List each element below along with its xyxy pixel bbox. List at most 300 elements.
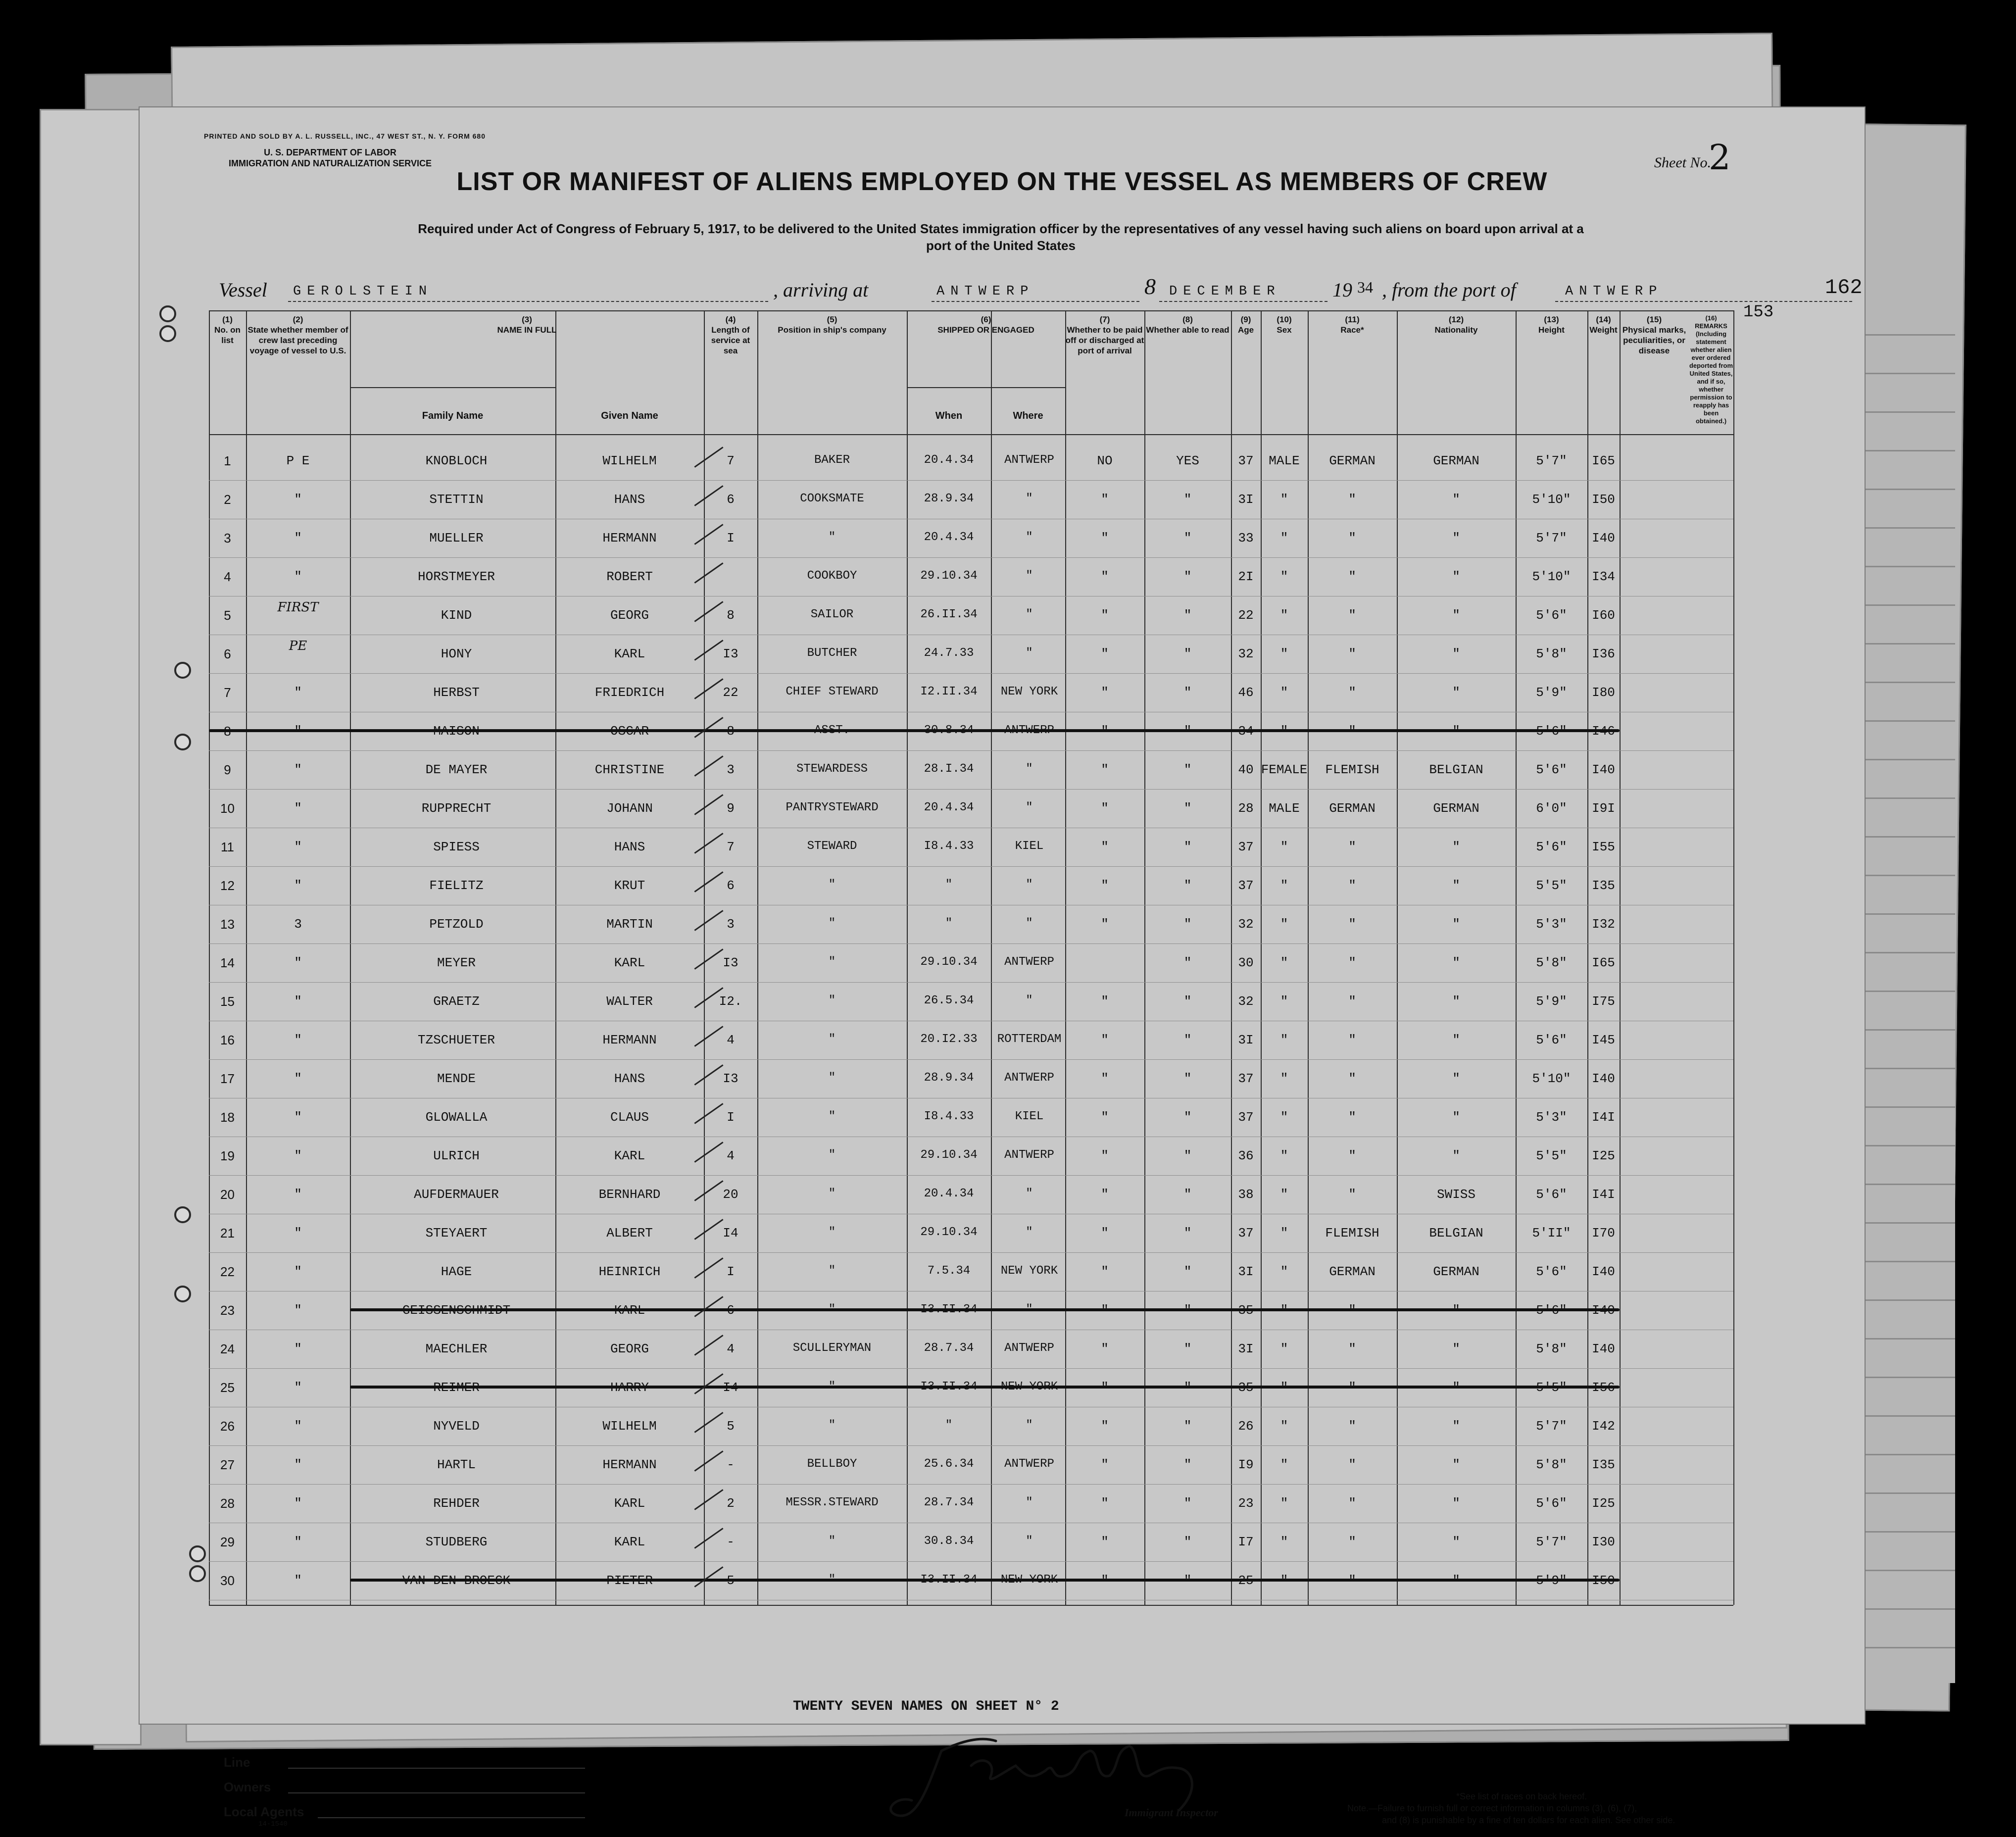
cell-service: -: [727, 1535, 735, 1549]
table-row: [209, 442, 1733, 480]
cell-weight: I65: [1592, 453, 1615, 468]
column-header: (4) Length of service at sea: [711, 315, 750, 355]
cell-read: ": [1183, 1226, 1192, 1241]
cell-height: 5'10": [1532, 1071, 1571, 1086]
binder-hole: [174, 1286, 191, 1302]
cell-weight: I35: [1592, 878, 1615, 893]
cell-state: ": [294, 1535, 302, 1549]
cell-height: 5'9": [1536, 994, 1567, 1009]
cell-state: ": [294, 531, 302, 546]
page-subtitle: Required under Act of Congress of February 5, 1917, to be delivered to the United States immigration officer by the representatives of any vessel having such aliens on board upon arrival at a port of the United States: [418, 221, 1584, 253]
cell-when: I8.4.33: [924, 1110, 974, 1123]
cell-race: ": [1348, 1033, 1356, 1047]
cell-race: ": [1348, 492, 1356, 507]
cell-family: PETZOLD: [429, 917, 484, 932]
cell-where: ANTWERP: [1004, 1457, 1054, 1471]
cell-race: ": [1348, 1535, 1356, 1549]
cell-family: HORSTMEYER: [417, 569, 495, 584]
cell-state: ": [294, 955, 302, 970]
table-row: [209, 1330, 1733, 1368]
column-header: (3) NAME IN FULL: [497, 315, 557, 335]
subheader-where: Where: [1013, 410, 1043, 421]
column-header: (16) REMARKS (Including statement whether alien ever ordered deported from United States, and if so, whether permission to reapply has been obtained.): [1689, 314, 1733, 425]
cell-nat: ": [1452, 1071, 1460, 1086]
cell-height: 5'10": [1532, 569, 1571, 584]
cell-paid: NO: [1097, 453, 1113, 468]
cell-where: ": [1026, 994, 1033, 1007]
cell-nat: ": [1452, 1341, 1460, 1356]
cell-age: 2I: [1238, 569, 1254, 584]
cell-position: BUTCHER: [807, 646, 857, 660]
cell-weight: I4I: [1592, 1110, 1615, 1125]
sheet-number-value: 2: [1709, 137, 1731, 178]
cell-nat: ": [1452, 608, 1460, 623]
cell-when: 24.7.33: [924, 646, 974, 660]
cell-no: 13: [220, 917, 235, 932]
cell-paid: ": [1101, 1071, 1109, 1086]
cell-where: ANTWERP: [1004, 1071, 1054, 1085]
cell-when: 26.II.34: [920, 608, 978, 621]
cell-sex: ": [1280, 1264, 1288, 1279]
cell-nat: ": [1452, 994, 1460, 1009]
cell-weight: I35: [1592, 1457, 1615, 1472]
cell-sex: ": [1280, 1457, 1288, 1472]
margin-number: 153: [1743, 303, 1774, 322]
cell-age: 26: [1238, 1419, 1254, 1434]
table-row: [209, 1484, 1733, 1523]
column-divider: [1733, 310, 1734, 1605]
table-row: [209, 982, 1733, 1021]
cell-age: 38: [1238, 1187, 1254, 1202]
cell-position: ": [828, 994, 836, 1007]
cell-sex: ": [1280, 1226, 1288, 1241]
cell-age: 3I: [1238, 492, 1254, 507]
cell-read: ": [1183, 1148, 1192, 1163]
cell-state: ": [294, 1264, 302, 1279]
cell-state: ": [294, 1380, 302, 1395]
table-row: [209, 635, 1733, 673]
cell-when: 25.6.34: [924, 1457, 974, 1471]
cell-height: 5'8": [1536, 1457, 1567, 1472]
cell-family: MENDE: [437, 1071, 476, 1086]
cell-state: ": [294, 1033, 302, 1047]
cell-race: ": [1348, 917, 1356, 932]
binder-hole: [189, 1565, 206, 1582]
cell-service: I2.: [719, 994, 742, 1009]
cell-no: 5: [224, 608, 231, 623]
table-row: [209, 596, 1733, 635]
table-row: [209, 557, 1733, 596]
cell-weight: I42: [1592, 1419, 1615, 1434]
cell-service: 6: [727, 492, 735, 507]
department-block: U. S. DEPARTMENT OF LABOR IMMIGRATION AND NATURALIZATION SERVICE: [229, 148, 432, 168]
cell-service: 7: [727, 840, 735, 854]
cell-paid: ": [1101, 801, 1109, 816]
cell-weight: I80: [1592, 685, 1615, 700]
cell-when: 28.7.34: [924, 1496, 974, 1509]
cell-given: GEORG: [610, 608, 649, 623]
cell-where: ": [1026, 917, 1033, 930]
cell-family: HARTL: [437, 1457, 476, 1472]
binder-hole: [174, 1206, 191, 1223]
cell-no: 21: [220, 1226, 235, 1241]
inspector-label: Immigrant Inspector: [1125, 1806, 1218, 1819]
cell-given: HANS: [614, 1071, 645, 1086]
cell-nat: ": [1452, 492, 1460, 507]
cell-race: ": [1348, 994, 1356, 1009]
cell-height: 6'0": [1536, 801, 1567, 816]
cell-when: ": [945, 917, 953, 930]
cell-height: 5'6": [1536, 608, 1567, 623]
cell-family: STETTIN: [429, 492, 484, 507]
cell-age: 37: [1238, 1226, 1254, 1241]
cell-given: WILHELM: [602, 453, 657, 468]
cell-position: ": [828, 1419, 836, 1432]
cell-race: ": [1348, 1187, 1356, 1202]
cell-given: KARL: [614, 646, 645, 661]
cell-service: I: [727, 1264, 735, 1279]
table-row: [209, 1561, 1733, 1600]
cell-position: ": [828, 1187, 836, 1200]
cell-paid: ": [1101, 608, 1109, 623]
cell-weight: I40: [1592, 1341, 1615, 1356]
cell-position: ": [828, 1535, 836, 1548]
form-number: 14-1540: [258, 1820, 288, 1828]
cell-state: ": [294, 1573, 302, 1588]
sheet-number-label: Sheet No.: [1654, 154, 1711, 171]
cell-height: 5'6": [1536, 840, 1567, 854]
cell-race: ": [1348, 1457, 1356, 1472]
cell-family: FIELITZ: [429, 878, 484, 893]
cell-read: ": [1183, 1535, 1192, 1549]
cell-race: ": [1348, 569, 1356, 584]
cell-height: 5'6": [1536, 1264, 1567, 1279]
cell-height: 5'7": [1536, 453, 1567, 468]
cell-position: STEWARD: [807, 840, 857, 853]
cell-state: ": [294, 1419, 302, 1434]
table-row: [209, 673, 1733, 712]
cell-state: PE: [289, 639, 307, 653]
cell-paid: ": [1101, 994, 1109, 1009]
header-rule: [209, 434, 1733, 435]
cell-position: SAILOR: [810, 608, 854, 621]
cell-service: I3: [723, 955, 738, 970]
cell-given: KARL: [614, 1535, 645, 1549]
cell-state: ": [294, 1187, 302, 1202]
cell-weight: I36: [1592, 646, 1615, 661]
cell-weight: I9I: [1592, 801, 1615, 816]
cell-when: ": [945, 1419, 953, 1432]
cell-age: 32: [1238, 917, 1254, 932]
cell-age: 32: [1238, 646, 1254, 661]
cell-position: ": [828, 1264, 836, 1278]
cell-sex: ": [1280, 492, 1288, 507]
cell-family: REHDER: [433, 1496, 480, 1511]
cell-weight: I55: [1592, 840, 1615, 854]
cell-no: 22: [220, 1264, 235, 1279]
cell-family: MAECHLER: [425, 1341, 488, 1356]
cell-race: ": [1348, 1110, 1356, 1125]
cell-paid: ": [1101, 685, 1109, 700]
cell-no: 27: [220, 1457, 235, 1472]
cell-paid: ": [1101, 569, 1109, 584]
cell-service: 4: [727, 1341, 735, 1356]
cell-service: I: [727, 531, 735, 546]
table-row: [209, 1059, 1733, 1098]
cell-read: ": [1183, 1033, 1192, 1047]
cell-family: MUELLER: [429, 531, 484, 546]
cell-race: GERMAN: [1329, 1264, 1376, 1279]
cell-no: 18: [220, 1110, 235, 1125]
cell-sex: ": [1280, 1033, 1288, 1047]
binder-hole: [189, 1545, 206, 1562]
cell-nat: ": [1452, 531, 1460, 546]
cell-no: 30: [220, 1573, 235, 1588]
cell-sex: ": [1280, 1341, 1288, 1356]
cell-age: 32: [1238, 994, 1254, 1009]
vessel-line: Vessel GEROLSTEIN , arriving at ANTWERP 8 DECEMBER 19 34 , from the port of ANTWERP: [219, 278, 1852, 303]
cell-given: KRUT: [614, 878, 645, 893]
cell-family: STEYAERT: [425, 1226, 488, 1241]
cell-nat: ": [1452, 1110, 1460, 1125]
cell-race: ": [1348, 840, 1356, 854]
cell-nat: ": [1452, 1419, 1460, 1434]
cell-read: ": [1183, 994, 1192, 1009]
cell-given: HERMANN: [602, 531, 657, 546]
cell-where: ": [1026, 801, 1033, 814]
cell-position: ": [828, 1033, 836, 1046]
cell-family: HERBST: [433, 685, 480, 700]
cell-given: WILHELM: [602, 1419, 657, 1434]
cell-weight: I75: [1592, 994, 1615, 1009]
cell-no: 12: [220, 878, 235, 893]
cell-where: ": [1026, 878, 1033, 892]
cell-state: ": [294, 1226, 302, 1241]
cell-position: MESSR.STEWARD: [786, 1496, 879, 1509]
cell-when: 28.9.34: [924, 492, 974, 505]
cell-height: 5'10": [1532, 492, 1571, 507]
backing-sheet: [40, 109, 142, 1745]
cell-sex: MALE: [1269, 453, 1300, 468]
cell-where: ": [1026, 531, 1033, 544]
cell-given: WALTER: [606, 994, 653, 1009]
cell-nat: ": [1452, 1496, 1460, 1511]
table-row: [209, 519, 1733, 557]
cell-sex: ": [1280, 608, 1288, 623]
cell-paid: ": [1101, 1033, 1109, 1047]
cell-service: 4: [727, 1033, 735, 1047]
cell-no: 10: [220, 801, 235, 816]
table-bottom-rule: [209, 1605, 1733, 1606]
cell-family: GRAETZ: [433, 994, 480, 1009]
cell-age: I7: [1238, 1535, 1254, 1549]
cell-when: 30.8.34: [924, 1535, 974, 1548]
cell-height: 5'7": [1536, 531, 1567, 546]
cell-paid: ": [1101, 1341, 1109, 1356]
cell-read: ": [1183, 878, 1192, 893]
cell-nat: ": [1452, 955, 1460, 970]
cell-paid: ": [1101, 492, 1109, 507]
cell-race: ": [1348, 955, 1356, 970]
cell-when: 20.4.34: [924, 1187, 974, 1200]
cell-nat: ": [1452, 840, 1460, 854]
cell-position: ": [828, 955, 836, 969]
crew-table: [209, 310, 1733, 1701]
cell-nat: GERMAN: [1433, 453, 1479, 468]
table-row: [209, 1445, 1733, 1484]
cell-sex: MALE: [1269, 801, 1300, 816]
cell-nat: BELGIAN: [1429, 1226, 1483, 1241]
column-header: (8) Whether able to read: [1146, 315, 1229, 335]
cell-service: I4: [723, 1226, 738, 1241]
cell-read: ": [1183, 569, 1192, 584]
cell-paid: ": [1101, 878, 1109, 893]
cell-height: 5'3": [1536, 917, 1567, 932]
cell-weight: I4I: [1592, 1187, 1615, 1202]
cell-service: I: [727, 1110, 735, 1125]
cell-service: 7: [727, 453, 735, 468]
cell-race: ": [1348, 685, 1356, 700]
cell-weight: I40: [1592, 531, 1615, 546]
cell-paid: ": [1101, 917, 1109, 932]
cell-race: ": [1348, 1341, 1356, 1356]
subheader-given-name: Given Name: [601, 410, 658, 421]
cell-paid: ": [1101, 1419, 1109, 1434]
cell-family: ULRICH: [433, 1148, 480, 1163]
cell-service: 22: [723, 685, 738, 700]
cell-position: ": [828, 1226, 836, 1239]
local-agents-label: Local Agents: [224, 1804, 304, 1819]
cell-race: ": [1348, 608, 1356, 623]
cell-family: MEYER: [437, 955, 476, 970]
arrival-day: 8: [1144, 274, 1156, 299]
cell-given: KARL: [614, 1148, 645, 1163]
column-header: (9) Age: [1237, 315, 1254, 335]
cell-family: HAGE: [441, 1264, 472, 1279]
cell-position: STEWARDESS: [796, 762, 868, 776]
cell-age: 22: [1238, 608, 1254, 623]
cell-when: 20.4.34: [924, 453, 974, 467]
cell-paid: ": [1101, 1187, 1109, 1202]
strikethrough-line: [350, 1308, 1620, 1311]
cell-weight: I30: [1592, 1535, 1615, 1549]
cell-service: 5: [727, 1419, 735, 1434]
cell-when: 28.7.34: [924, 1341, 974, 1355]
column-header: (2) State whether member of crew last preceding voyage of vessel to U.S.: [247, 315, 348, 355]
cell-height: 5'II": [1532, 1226, 1571, 1241]
cell-height: 5'8": [1536, 1341, 1567, 1356]
cell-sex: ": [1280, 1071, 1288, 1086]
cell-position: ": [828, 878, 836, 892]
cell-family: TZSCHUETER: [417, 1033, 495, 1047]
shipped-subrule: [907, 387, 1065, 388]
cell-race: FLEMISH: [1325, 1226, 1379, 1241]
cell-state: ": [294, 840, 302, 854]
table-row: [209, 789, 1733, 828]
cell-state: ": [294, 762, 302, 777]
cell-state: ": [294, 1341, 302, 1356]
cell-nat: SWISS: [1436, 1187, 1475, 1202]
cell-no: 2: [224, 492, 231, 507]
table-row: [209, 1214, 1733, 1252]
table-row: [209, 1368, 1733, 1407]
cell-no: 29: [220, 1535, 235, 1549]
cell-service: I3: [723, 1071, 738, 1086]
cell-race: GERMAN: [1329, 453, 1376, 468]
cell-no: 6: [224, 646, 231, 661]
cell-no: 25: [220, 1380, 235, 1395]
binder-hole: [159, 305, 176, 322]
cell-no: 4: [224, 569, 231, 584]
column-header: (12) Nationality: [1434, 315, 1478, 335]
table-row: [209, 1291, 1733, 1330]
cell-sex: ": [1280, 1535, 1288, 1549]
cell-given: JOHANN: [606, 801, 653, 816]
cell-paid: ": [1101, 1535, 1109, 1549]
cell-position: CHIEF STEWARD: [786, 685, 879, 698]
strikethrough-line: [209, 729, 1620, 732]
cell-state: FIRST: [277, 600, 319, 615]
cell-no: 11: [221, 840, 234, 854]
cell-age: 28: [1238, 801, 1254, 816]
cell-read: ": [1183, 531, 1192, 546]
cell-age: 36: [1238, 1148, 1254, 1163]
cell-age: 37: [1238, 878, 1254, 893]
cell-service: 9: [727, 801, 735, 816]
cell-given: CLAUS: [610, 1110, 649, 1125]
cell-paid: ": [1101, 1264, 1109, 1279]
line-label: Line: [224, 1755, 250, 1770]
cell-when: 20.4.34: [924, 531, 974, 544]
cell-when: 29.10.34: [920, 1148, 978, 1162]
cell-where: ": [1026, 608, 1033, 621]
cell-given: HANS: [614, 840, 645, 854]
cell-no: 15: [220, 994, 235, 1009]
name-subrule: [350, 387, 555, 388]
column-header: (14) Weight: [1589, 315, 1618, 335]
cell-no: 19: [220, 1148, 235, 1163]
cell-where: ": [1026, 1226, 1033, 1239]
cell-no: 17: [220, 1071, 235, 1086]
cell-given: ROBERT: [606, 569, 653, 584]
cell-state: ": [294, 492, 302, 507]
cell-state: ": [294, 1148, 302, 1163]
cell-no: 23: [220, 1303, 235, 1318]
cell-when: 28.I.34: [924, 762, 974, 776]
cell-service: -: [727, 1457, 735, 1472]
cell-service: 3: [727, 917, 735, 932]
cell-when: 26.5.34: [924, 994, 974, 1007]
cell-age: 37: [1238, 1110, 1254, 1125]
cell-position: BAKER: [814, 453, 850, 467]
table-row: [209, 750, 1733, 789]
cell-state: ": [294, 1457, 302, 1472]
cell-weight: I32: [1592, 917, 1615, 932]
cell-given: HERMANN: [602, 1033, 657, 1047]
table-row: [209, 828, 1733, 866]
cell-sex: ": [1280, 1110, 1288, 1125]
cell-family: SPIESS: [433, 840, 480, 854]
cell-nat: ": [1452, 878, 1460, 893]
cell-weight: I50: [1592, 492, 1615, 507]
table-row: [209, 866, 1733, 905]
cell-age: 23: [1238, 1496, 1254, 1511]
year-prefix: 19: [1332, 279, 1352, 301]
cell-nat: BELGIAN: [1429, 762, 1483, 777]
cell-race: ": [1348, 531, 1356, 546]
cell-weight: I40: [1592, 762, 1615, 777]
cell-where: ": [1026, 569, 1033, 583]
